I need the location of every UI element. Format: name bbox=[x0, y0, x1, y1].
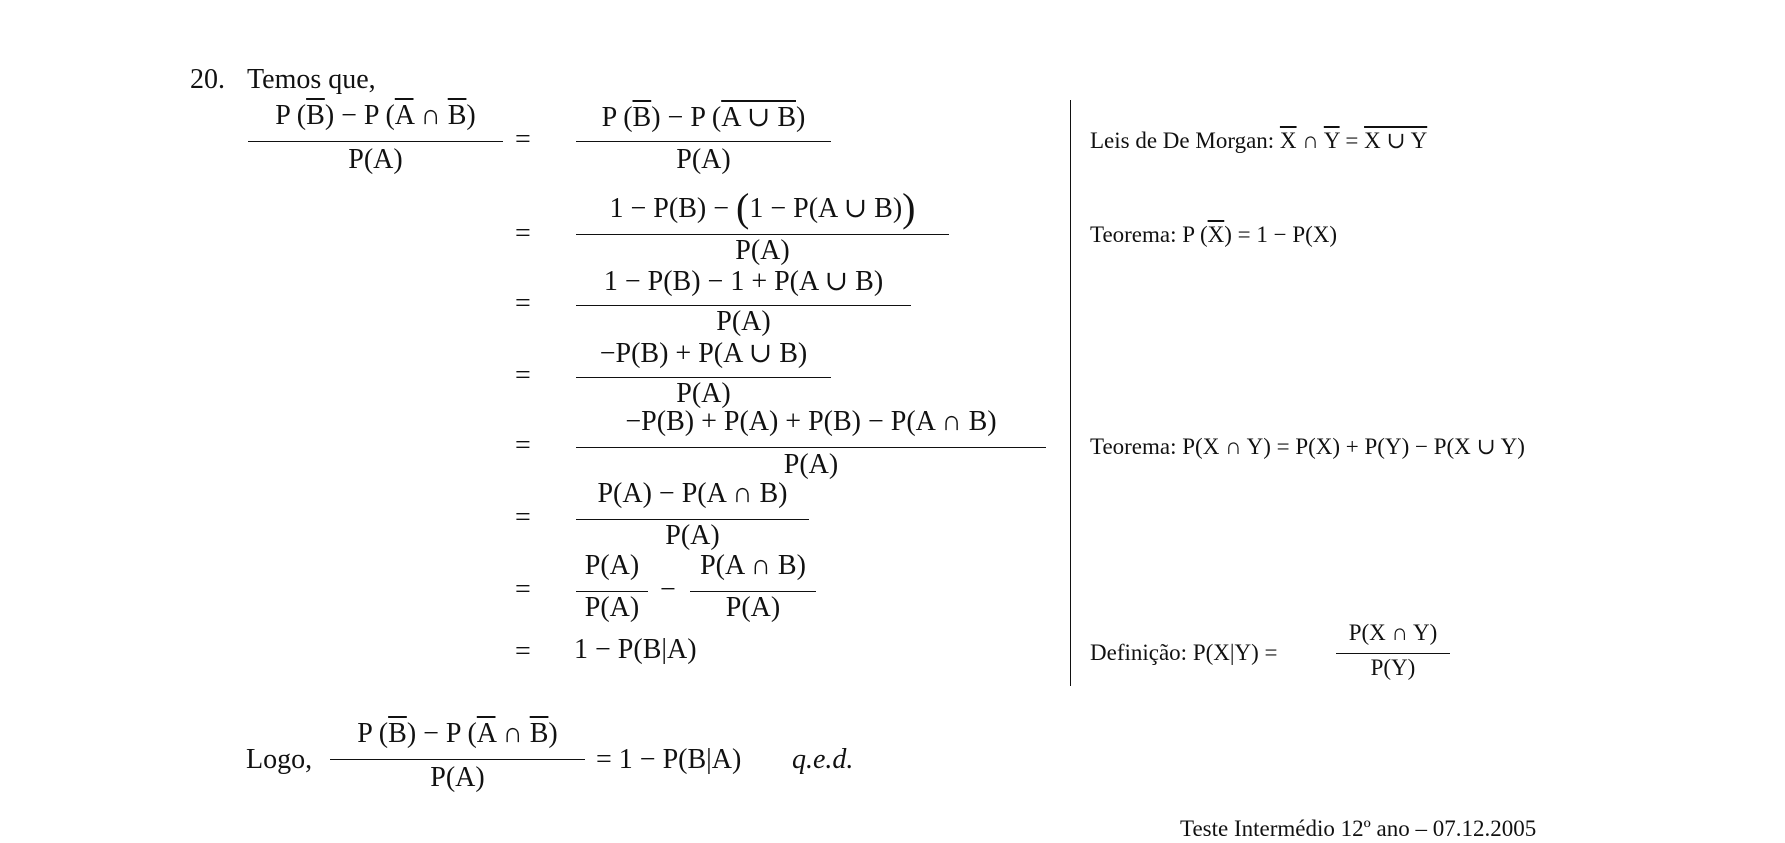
equals-sign: = bbox=[515, 430, 531, 461]
step-7a-denominator: P(A) bbox=[584, 592, 640, 623]
fraction-bar bbox=[576, 141, 831, 142]
step-4-numerator: −P(B) + P(A ∪ B) bbox=[599, 338, 808, 369]
note-de-morgan: Leis de De Morgan: $\overline{X}$ ∩ $\overline{Y} = X$ ∪ Y bbox=[1090, 128, 1428, 153]
conclusion-numerator: P $(\overline{B}) - P$ ($\overline{A}$ ∩ $\overline{B}$) bbox=[357, 718, 558, 749]
lhs-numerator: P $(\overline{B}) - P$ ($\overline{A}$ ∩ $\overline{B}$) bbox=[275, 100, 476, 131]
fraction-bar bbox=[576, 447, 1046, 448]
equals-sign: = bbox=[515, 218, 531, 249]
note-formula-lhs: P(X|Y) = bbox=[1192, 640, 1278, 665]
conclusion-rhs: = 1 − P(B|A) bbox=[596, 744, 742, 775]
step-3-fraction bbox=[576, 264, 911, 344]
step-7b-numerator: P(A ∩ B) bbox=[700, 550, 806, 581]
problem-intro: Temos que, bbox=[247, 64, 376, 95]
equals-sign: = bbox=[515, 124, 531, 155]
minus-sign: − bbox=[660, 574, 676, 605]
lhs-denominator: P(A) bbox=[348, 144, 403, 175]
note-definition bbox=[1090, 640, 1277, 666]
note-formula: P(X ∩ Y) = P(X) + P(Y) − P(X ∪ Y) bbox=[1182, 434, 1525, 459]
lhs-fraction bbox=[248, 100, 503, 180]
step-5-denominator: P(A) bbox=[783, 449, 839, 480]
note-definition-denominator: P(Y) bbox=[1370, 655, 1416, 680]
equals-sign: = bbox=[515, 574, 531, 605]
conclusion-fraction bbox=[330, 718, 585, 798]
step-6-fraction bbox=[576, 478, 809, 558]
fraction-bar bbox=[330, 759, 585, 760]
conclusion-prefix: Logo, bbox=[246, 744, 313, 775]
step-2-denominator: P(A) bbox=[735, 235, 790, 266]
fraction-bar bbox=[248, 141, 503, 142]
step-6-denominator: P(A) bbox=[665, 520, 720, 551]
note-definition-numerator: P(X ∩ Y) bbox=[1348, 620, 1438, 645]
step-3-denominator: P(A) bbox=[716, 306, 771, 337]
note-definition-fraction bbox=[1336, 620, 1450, 686]
step-5-numerator: −P(B) + P(A) + P(B) − P(A ∩ B) bbox=[625, 406, 997, 437]
equals-sign: = bbox=[515, 636, 531, 667]
qed-mark: q.e.d. bbox=[792, 744, 854, 775]
notes-divider bbox=[1070, 100, 1071, 686]
equals-sign: = bbox=[515, 502, 531, 533]
fraction-bar bbox=[1336, 653, 1450, 654]
step-3-numerator: 1 − P(B) − 1 + P(A ∪ B) bbox=[603, 266, 884, 297]
conclusion-denominator: P(A) bbox=[430, 762, 485, 793]
step-6-numerator: P(A) − P(A ∩ B) bbox=[597, 478, 788, 509]
step-1-fraction bbox=[576, 100, 831, 180]
note-label: Leis de De Morgan: bbox=[1090, 128, 1275, 153]
step-7-fraction-a bbox=[576, 550, 648, 630]
step-8-expression: 1 − P(B|A) bbox=[574, 634, 697, 665]
problem-number: 20. bbox=[190, 64, 225, 95]
equals-sign: = bbox=[515, 288, 531, 319]
note-label: Teorema: bbox=[1090, 222, 1177, 247]
note-label: Definição: bbox=[1090, 640, 1188, 665]
note-label: Teorema: bbox=[1090, 434, 1177, 459]
step-7a-numerator: P(A) bbox=[584, 550, 640, 581]
footer-citation: Teste Intermédio 12º ano – 07.12.2005 bbox=[1180, 816, 1537, 841]
step-4-fraction bbox=[576, 336, 831, 416]
step-4-denominator: P(A) bbox=[676, 378, 731, 409]
step-1-numerator: P $(\overline{B}) - P$ (A ∪ B) bbox=[601, 102, 806, 133]
note-union-theorem bbox=[1090, 434, 1525, 460]
step-7-fraction-b bbox=[690, 550, 816, 630]
equals-sign: = bbox=[515, 360, 531, 391]
note-complement-theorem: Teorema: P $(\overline{X}) = 1 - P(X)$ bbox=[1090, 222, 1338, 247]
step-2-numerator: 1 − P(B) − (1 − P(A ∪ B)) bbox=[609, 185, 916, 230]
step-5-fraction bbox=[576, 406, 1046, 486]
step-7b-denominator: P(A) bbox=[725, 592, 781, 623]
step-2-fraction bbox=[576, 180, 949, 270]
step-1-denominator: P(A) bbox=[676, 144, 731, 175]
